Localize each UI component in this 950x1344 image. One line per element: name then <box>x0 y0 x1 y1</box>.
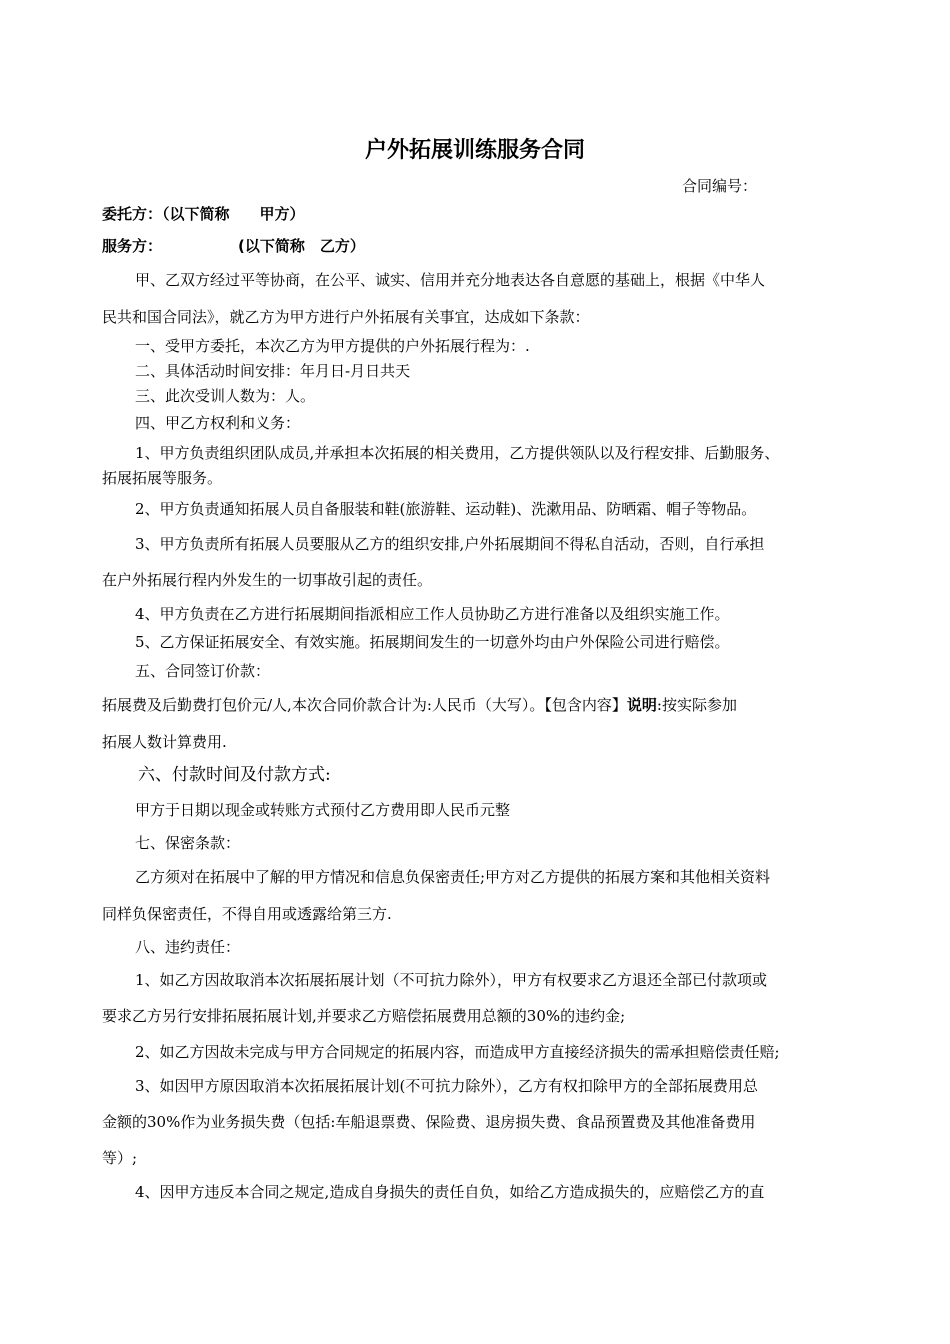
section-3: 三、此次受训人数为：人。 <box>135 387 316 405</box>
section-7-heading: 七、保密条款： <box>135 834 241 852</box>
clause-8-2: 2、如乙方因故未完成与甲方合同规定的拓展内容，而造成甲方直接经济损失的需承担赔偿责任赔; <box>135 1043 780 1061</box>
contract-number-label: 合同编号： <box>682 177 758 195</box>
confidentiality-line-2: 同样负保密责任，不得自用或透露给第三方. <box>102 905 392 923</box>
clause-4-1-line-1: 1、甲方负责组织团队成员,并承担本次拓展的相关费用，乙方提供领队以及行程安排、后勤服务、 <box>135 444 780 462</box>
section-8-heading: 八、违约责任： <box>135 938 241 956</box>
section-6-heading: 六、付款时间及付款方式: <box>138 765 331 785</box>
price-text: 拓展费及后勤费打包价元/人,本次合同价款合计为:人民币（大写）。【包含内容】 <box>102 696 627 714</box>
clause-8-1-line-1: 1、如乙方因故取消本次拓展拓展计划（不可抗力除外），甲方有权要求乙方退还全部已付款项或 <box>135 971 768 989</box>
section-1: 一、受甲方委托，本次乙方为甲方提供的户外拓展行程为：. <box>135 337 530 355</box>
client-label: 委托方： <box>102 205 163 223</box>
client-note: （以下简称 甲方） <box>162 205 305 223</box>
clause-4-4: 4、甲方负责在乙方进行拓展期间指派相应工作人员协助乙方进行准备以及组织实施工作。 <box>135 605 730 623</box>
preamble-line-1: 甲、乙双方经过平等协商，在公平、诚实、信用并充分地表达各自意愿的基础上，根据《中华人 <box>135 271 766 289</box>
clause-4-1-line-2: 拓展拓展等服务。 <box>102 469 223 487</box>
clause-4-3-line-2: 在户外拓展行程内外发生的一切事故引起的责任。 <box>102 571 433 589</box>
section-4-heading: 四、甲乙方权利和义务： <box>135 414 301 432</box>
clause-8-3-line-1: 3、如因甲方原因取消本次拓展拓展计划(不可抗力除外），乙方有权扣除甲方的全部拓展费用总 <box>135 1077 758 1095</box>
provider-line <box>102 236 365 256</box>
provider-label: 服务方： <box>102 237 163 255</box>
price-text-end: :按实际参加 <box>656 696 737 714</box>
client-line <box>102 204 305 224</box>
preamble-line-2: 民共和国合同法》，就乙方为甲方进行户外拓展有关事宜，达成如下条款： <box>102 308 590 326</box>
section-2: 二、具体活动时间安排：年月日-月日共天 <box>135 362 411 380</box>
provider-note: (以下简称 乙方） <box>238 237 365 255</box>
document-title: 户外拓展训练服务合同 <box>364 138 585 163</box>
clause-4-3-line-1: 3、甲方负责所有拓展人员要服从乙方的组织安排,户外拓展期间不得私自活动，否则，自行承担 <box>135 535 765 553</box>
note-label: 说明 <box>626 696 657 714</box>
clause-4-2: 2、甲方负责通知拓展人员自备服装和鞋(旅游鞋、运动鞋)、洗漱用品、防晒霜、帽子等物品。 <box>135 500 757 518</box>
section-5-heading: 五、合同签订价款： <box>135 662 271 680</box>
clause-8-3-line-3: 等）; <box>102 1149 138 1167</box>
price-line-2: 拓展人数计算费用. <box>102 733 227 751</box>
clause-8-3-line-2: 金额的30%作为业务损失费（包括:车船退票费、保险费、退房损失费、食品预置费及其他准备费用 <box>102 1113 756 1131</box>
payment-text: 甲方于日期以现金或转账方式预付乙方费用即人民币元整 <box>135 801 511 819</box>
confidentiality-line-1: 乙方须对在拓展中了解的甲方情况和信息负保密责任;甲方对乙方提供的拓展方案和其他相关资料 <box>135 868 771 886</box>
clause-8-4: 4、因甲方违反本合同之规定,造成自身损失的责任自负，如给乙方造成损失的，应赔偿乙方的直 <box>135 1183 765 1201</box>
clause-4-5: 5、乙方保证拓展安全、有效实施。拓展期间发生的一切意外均由户外保险公司进行赔偿。 <box>135 633 730 651</box>
clause-8-1-line-2: 要求乙方另行安排拓展拓展计划,并要求乙方赔偿拓展费用总额的30%的违约金; <box>102 1007 626 1025</box>
price-line-1 <box>102 695 737 715</box>
